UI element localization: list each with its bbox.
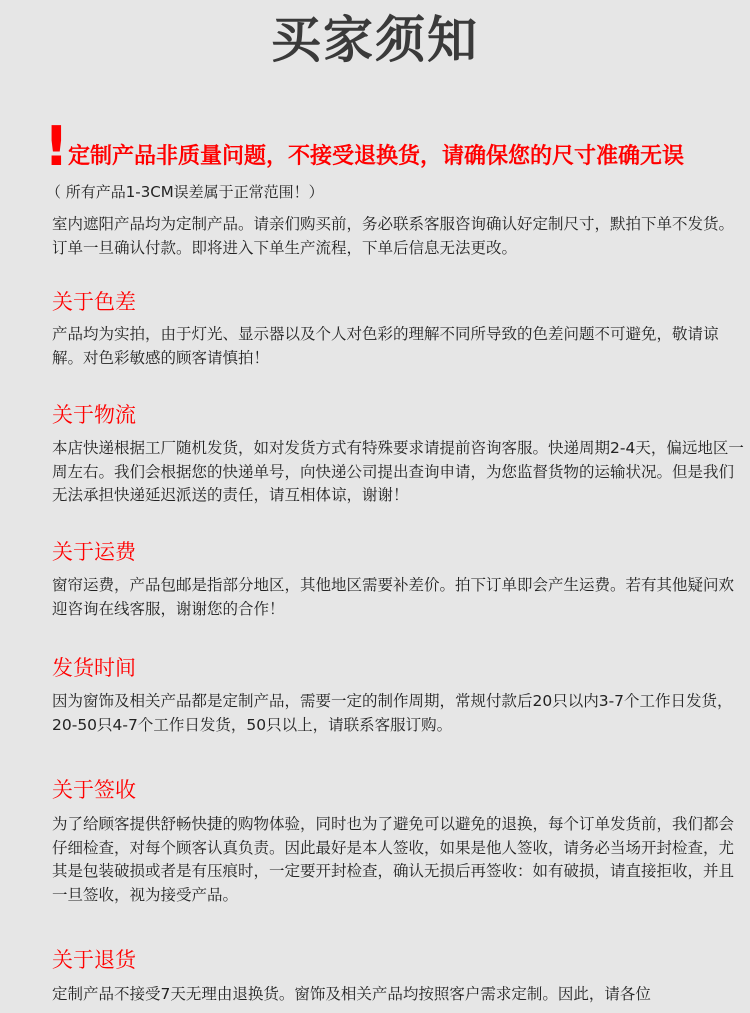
warning-text: 定制产品非质量问题，不接受退换货，请确保您的尺寸准确无误 [68, 144, 685, 169]
section-heading-logistics: 关于物流 [52, 403, 136, 427]
section-body-shipping-fee: 窗帘运费，产品包邮是指部分地区，其他地区需要补差价。拍下订单即会产生运费。若有其他疑问欢迎咨询在线客服，谢谢您的合作！ [52, 576, 735, 618]
section-body-logistics: 本店快递根据工厂随机发货，如对发货方式有特殊要求请提前咨询客服。快递周期2-4天，偏远地区一周左右。我们会根据您的快递单号，向快递公司提出查询申请，为您监督货物的运输状况。但是我们无法承担快递延迟派送的责任，请互相体谅，谢谢！ [52, 439, 744, 504]
section-heading-color-difference: 关于色差 [52, 290, 136, 314]
intro-paragraph: 室内遮阳产品均为定制产品。请亲们购买前，务必联系客服咨询确认好定制尺寸，默拍下单不发货。订单一旦确认付款。即将进入下单生产流程，下单后信息无法更改。 [52, 215, 735, 257]
tolerance-note: （ 所有产品1-3CM误差属于正常范围！） [46, 183, 324, 201]
section-heading-shipping-fee: 关于运费 [52, 540, 136, 564]
section-body-delivery-time: 因为窗饰及相关产品都是定制产品，需要一定的制作周期，常规付款后20只以内3-7个工作日发货，20-50只4-7个工作日发货，50只以上，请联系客服订购。 [52, 692, 733, 734]
exclamation-icon: ! [44, 115, 69, 178]
section-heading-returns: 关于退货 [52, 948, 136, 972]
section-heading-delivery-time: 发货时间 [52, 656, 136, 680]
warning-banner [44, 115, 685, 178]
page-title: 买家须知 [271, 11, 479, 69]
section-body-receipt: 为了给顾客提供舒畅快捷的购物体验，同时也为了避免可以避免的退换，每个订单发货前，我们都会仔细检查，对每个顾客认真负责。因此最好是本人签收，如果是他人签收，请务必当场开封检查，尤其是包装破损或者是有压痕时，一定要开封检查，确认无损后再签收：如有破损，请直接拒收，并且一旦签收，视为接受产品。 [52, 815, 735, 904]
section-heading-receipt: 关于签收 [52, 778, 136, 802]
section-body-returns: 定制产品不接受7天无理由退换货。窗饰及相关产品均按照客户需求定制。因此，请各位 [52, 985, 651, 1003]
section-body-color-difference: 产品均为实拍，由于灯光、显示器以及个人对色彩的理解不同所导致的色差问题不可避免，敬请谅解。对色彩敏感的顾客请慎拍！ [52, 325, 719, 367]
